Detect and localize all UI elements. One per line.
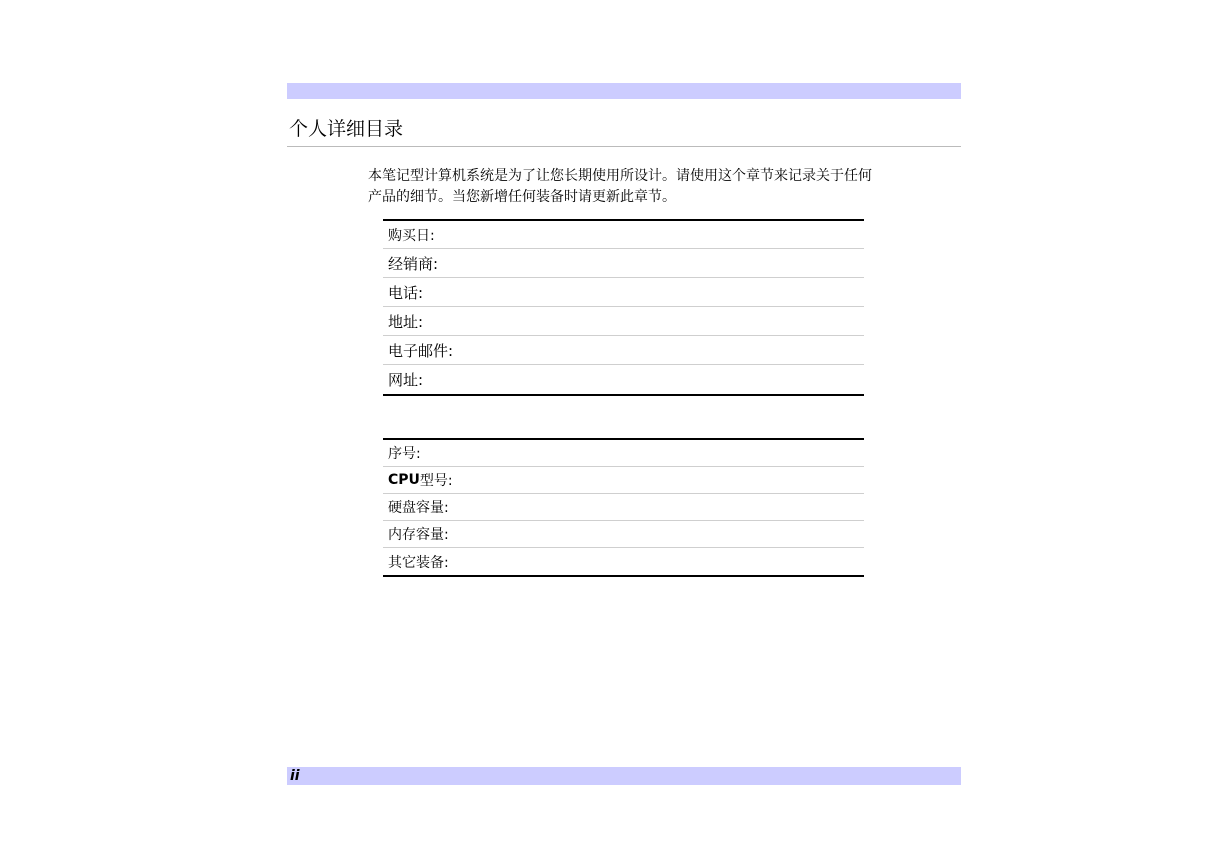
intro-line: 本笔记型计算机系统是为了让您长期使用所设计。请使用这个章节来记录关于任何 <box>368 168 872 184</box>
page-number: ii <box>290 768 300 784</box>
email-row <box>383 336 864 365</box>
hdd-capacity-label: 硬盘容量: <box>388 500 449 516</box>
address-label: 地址: <box>388 312 424 331</box>
footer-band <box>287 767 961 785</box>
memory-capacity-row <box>383 521 864 548</box>
dealer-label: 经销商: <box>388 254 439 273</box>
cpu-model-row <box>383 467 864 494</box>
header-band <box>287 83 961 99</box>
page-title: 个人详细目录 <box>289 118 404 140</box>
website-label: 网址: <box>388 371 424 389</box>
cpu-model-label: 型号: <box>419 473 453 489</box>
email-label: 电子邮件: <box>388 341 454 360</box>
phone-row <box>383 278 864 307</box>
purchase-info-table <box>383 219 864 396</box>
hdd-capacity-row <box>383 494 864 521</box>
memory-capacity-label: 内存容量: <box>388 527 449 543</box>
spec-info-table <box>383 438 864 577</box>
website-row <box>383 365 864 394</box>
intro-line: 产品的细节。当您新增任何装备时请更新此章节。 <box>368 189 676 205</box>
phone-label: 电话: <box>388 283 424 302</box>
serial-number-label: 序号: <box>388 446 421 462</box>
serial-number-row <box>383 440 864 467</box>
title-divider <box>287 146 961 147</box>
purchase-date-row <box>383 221 864 249</box>
address-row <box>383 307 864 336</box>
other-equipment-label: 其它装备: <box>388 554 449 571</box>
cpu-prefix-label: CPU <box>388 472 420 488</box>
other-equipment-row <box>383 548 864 575</box>
dealer-row <box>383 249 864 278</box>
purchase-date-label: 购买日: <box>388 227 435 244</box>
intro-paragraph <box>368 166 963 208</box>
